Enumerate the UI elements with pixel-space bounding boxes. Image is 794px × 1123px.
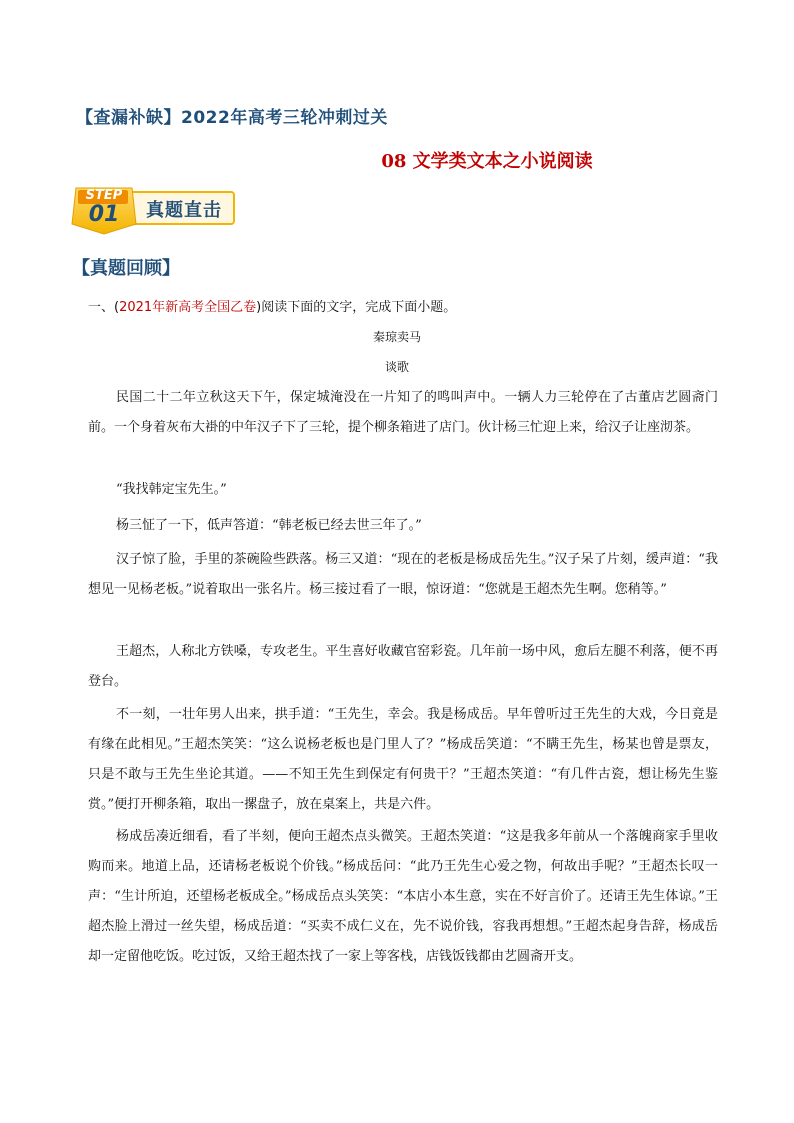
- story-paragraph: 王超杰，人称北方铁嗓，专攻老生。平生喜好收藏官窑彩瓷。几年前一场中风，愈后左腿不利落，便不再登台。: [88, 644, 718, 689]
- story-paragraph: 民国二十二年立秋这天下午，保定城淹没在一片知了的鸣叫声中。一辆人力三轮停在了古董店艺圆斋门前。一个身着灰布大褂的中年汉子下了三轮，提个柳条箱进了店门。伙计杨三忙迎上来，给汉子让座沏茶。: [88, 390, 718, 435]
- document-subtitle: 08 文学类文本之小说阅读: [381, 151, 593, 172]
- question-suffix: )阅读下面的文字，完成下面小题。: [256, 300, 457, 315]
- step-label: STEP: [85, 188, 123, 203]
- story-paragraph: “我找韩定宝先生。”: [116, 482, 227, 497]
- story-author: 谈歌: [384, 360, 409, 374]
- story-paragraph: 杨三怔了一下，低声答道：“韩老板已经去世三年了。”: [116, 518, 422, 533]
- question-prefix: 一、(: [88, 300, 120, 315]
- story-paragraph: 不一刻，一壮年男人出来，拱手道：“王先生，幸会。我是杨成岳。早年曾听过王先生的大戏，今日竟是有缘在此相见。”王超杰笑笑：“这么说杨老板也是门里人了？”杨成岳笑道：“不瞒王先生，杨某也曾是票友，只是不敢与王先生坐论其道。——不知王先生到保定有何贵干？”王超杰笑道：“有几件古瓷，想让杨先生鉴赏。”便打开柳条箱，取出一摞盘子，放在桌案上，共是六件。: [88, 707, 718, 812]
- story-paragraph: 汉子惊了脸，手里的茶碗险些跌落。杨三又道：“现在的老板是杨成岳先生。”汉子呆了片刻，缓声道：“我想见一见杨老板。”说着取出一张名片。杨三接过看了一眼，惊讶道：“您就是王超杰先生啊。您稍等。”: [88, 552, 718, 597]
- document-header-title: 【查漏补缺】2022年高考三轮冲刺过关: [76, 108, 388, 128]
- step-text: 真题直击: [146, 200, 222, 221]
- question-intro: [88, 296, 456, 315]
- section-heading: 【真题回顾】: [72, 258, 180, 279]
- story-paragraph: 杨成岳凑近细看，看了半刻，便向王超杰点头微笑。王超杰笑道：“这是我多年前从一个落魄商家手里收购而来。地道上品，还请杨老板说个价钱。”杨成岳问：“此乃王先生心爱之物，何故出手呢？”王超杰长叹一声：“生计所迫，还望杨老板成全。”杨成岳点头笑笑：“本店小本生意，实在不好言价了。还请王先生体谅。”王超杰脸上滑过一丝失望，杨成岳道：“买卖不成仁义在，先不说价钱，容我再想想。”王超杰起身告辞，杨成岳却一定留他吃饭。吃过饭，又给王超杰找了一家上等客栈，店钱饭钱都由艺圆斋开支。: [88, 829, 718, 964]
- story-title: 秦琼卖马: [372, 330, 421, 344]
- step-banner: [70, 186, 240, 236]
- question-source: 2021年新高考全国乙卷: [119, 300, 257, 315]
- step-number: 01: [88, 202, 120, 227]
